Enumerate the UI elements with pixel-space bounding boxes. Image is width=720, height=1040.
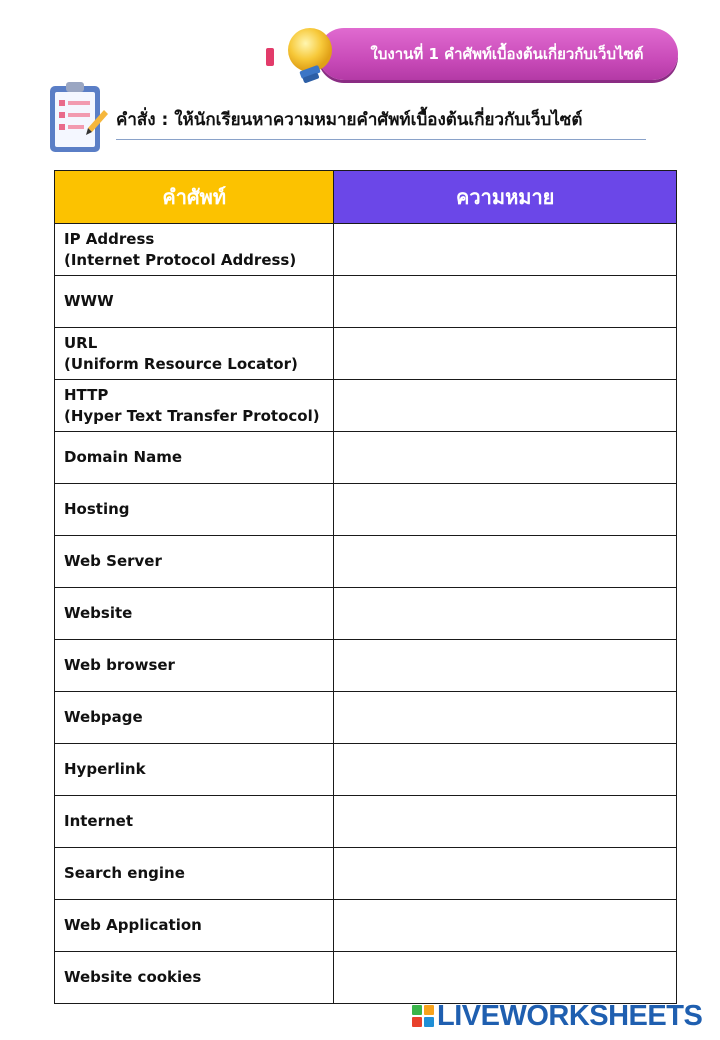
table-row — [55, 796, 677, 848]
term-cell — [55, 796, 334, 848]
term-name: Web browser — [64, 656, 175, 674]
term-name: Internet — [64, 812, 134, 830]
meaning-answer-cell[interactable] — [334, 588, 677, 640]
meaning-answer-cell[interactable] — [334, 276, 677, 328]
term-name: Website — [64, 604, 133, 622]
meaning-answer-cell[interactable] — [334, 796, 677, 848]
table-row — [55, 900, 677, 952]
term-expansion: (Internet Protocol Address) — [64, 250, 297, 269]
lightbulb-icon — [282, 24, 344, 90]
banner-pill — [318, 28, 678, 80]
instruction-underline — [116, 139, 646, 140]
meaning-answer-cell[interactable] — [334, 432, 677, 484]
table-row — [55, 484, 677, 536]
term-cell — [55, 952, 334, 1004]
table-row — [55, 276, 677, 328]
meaning-answer-cell[interactable] — [334, 692, 677, 744]
meaning-column-header: ความหมาย — [334, 171, 677, 224]
table-row — [55, 640, 677, 692]
term-name: Website cookies — [64, 968, 202, 986]
term-cell — [55, 328, 334, 380]
meaning-answer-cell[interactable] — [334, 328, 677, 380]
term-name: Hosting — [64, 500, 130, 518]
meaning-answer-cell[interactable] — [334, 640, 677, 692]
logo-wordmark: LIVEWORKSHEETS — [437, 999, 703, 1032]
meaning-answer-cell[interactable] — [334, 952, 677, 1004]
title-banner — [268, 26, 680, 88]
term-name: IP Address — [64, 229, 155, 248]
term-cell — [55, 744, 334, 796]
term-name: WWW — [64, 292, 114, 310]
term-cell — [55, 536, 334, 588]
table-row — [55, 432, 677, 484]
meaning-answer-cell[interactable] — [334, 848, 677, 900]
table-row — [55, 380, 677, 432]
term-cell — [55, 848, 334, 900]
banner-title: ใบงานที่ 1 คำศัพท์เบื้องต้นเกี่ยวกับเว็บไซต์ — [370, 45, 644, 63]
term-name: HTTP — [64, 385, 109, 404]
term-cell — [55, 484, 334, 536]
liveworksheets-logo[interactable] — [412, 1000, 702, 1032]
table-row — [55, 692, 677, 744]
meaning-answer-cell[interactable] — [334, 744, 677, 796]
term-name: Web Server — [64, 552, 162, 570]
term-name: URL — [64, 333, 98, 352]
term-cell — [55, 588, 334, 640]
term-name: Web Application — [64, 916, 202, 934]
meaning-answer-cell[interactable] — [334, 380, 677, 432]
table-row — [55, 224, 677, 276]
meaning-answer-cell[interactable] — [334, 900, 677, 952]
term-name: Webpage — [64, 708, 143, 726]
term-column-header: คำศัพท์ — [55, 171, 334, 224]
meaning-answer-cell[interactable] — [334, 224, 677, 276]
instruction-text: คำสั่ง : ให้นักเรียนหาความหมายคำศัพท์เบื้องต้นเกี่ยวกับเว็บไซต์ — [116, 110, 583, 130]
term-cell — [55, 900, 334, 952]
term-expansion: (Uniform Resource Locator) — [64, 354, 298, 373]
table-row — [55, 588, 677, 640]
vocabulary-table — [54, 170, 677, 1004]
term-name: Domain Name — [64, 448, 183, 466]
term-name: Search engine — [64, 864, 185, 882]
meaning-answer-cell[interactable] — [334, 536, 677, 588]
term-cell — [55, 432, 334, 484]
term-expansion: (Hyper Text Transfer Protocol) — [64, 406, 320, 425]
banner-accent — [266, 48, 274, 66]
logo-blocks-icon — [412, 1005, 434, 1027]
table-header-row — [55, 171, 677, 224]
term-name: Hyperlink — [64, 760, 146, 778]
term-cell — [55, 276, 334, 328]
term-cell — [55, 692, 334, 744]
table-row — [55, 848, 677, 900]
term-cell — [55, 640, 334, 692]
table-row — [55, 328, 677, 380]
term-cell — [55, 380, 334, 432]
table-row — [55, 536, 677, 588]
table-row — [55, 744, 677, 796]
term-cell — [55, 224, 334, 276]
meaning-answer-cell[interactable] — [334, 484, 677, 536]
clipboard-icon — [44, 80, 110, 158]
table-row — [55, 952, 677, 1004]
